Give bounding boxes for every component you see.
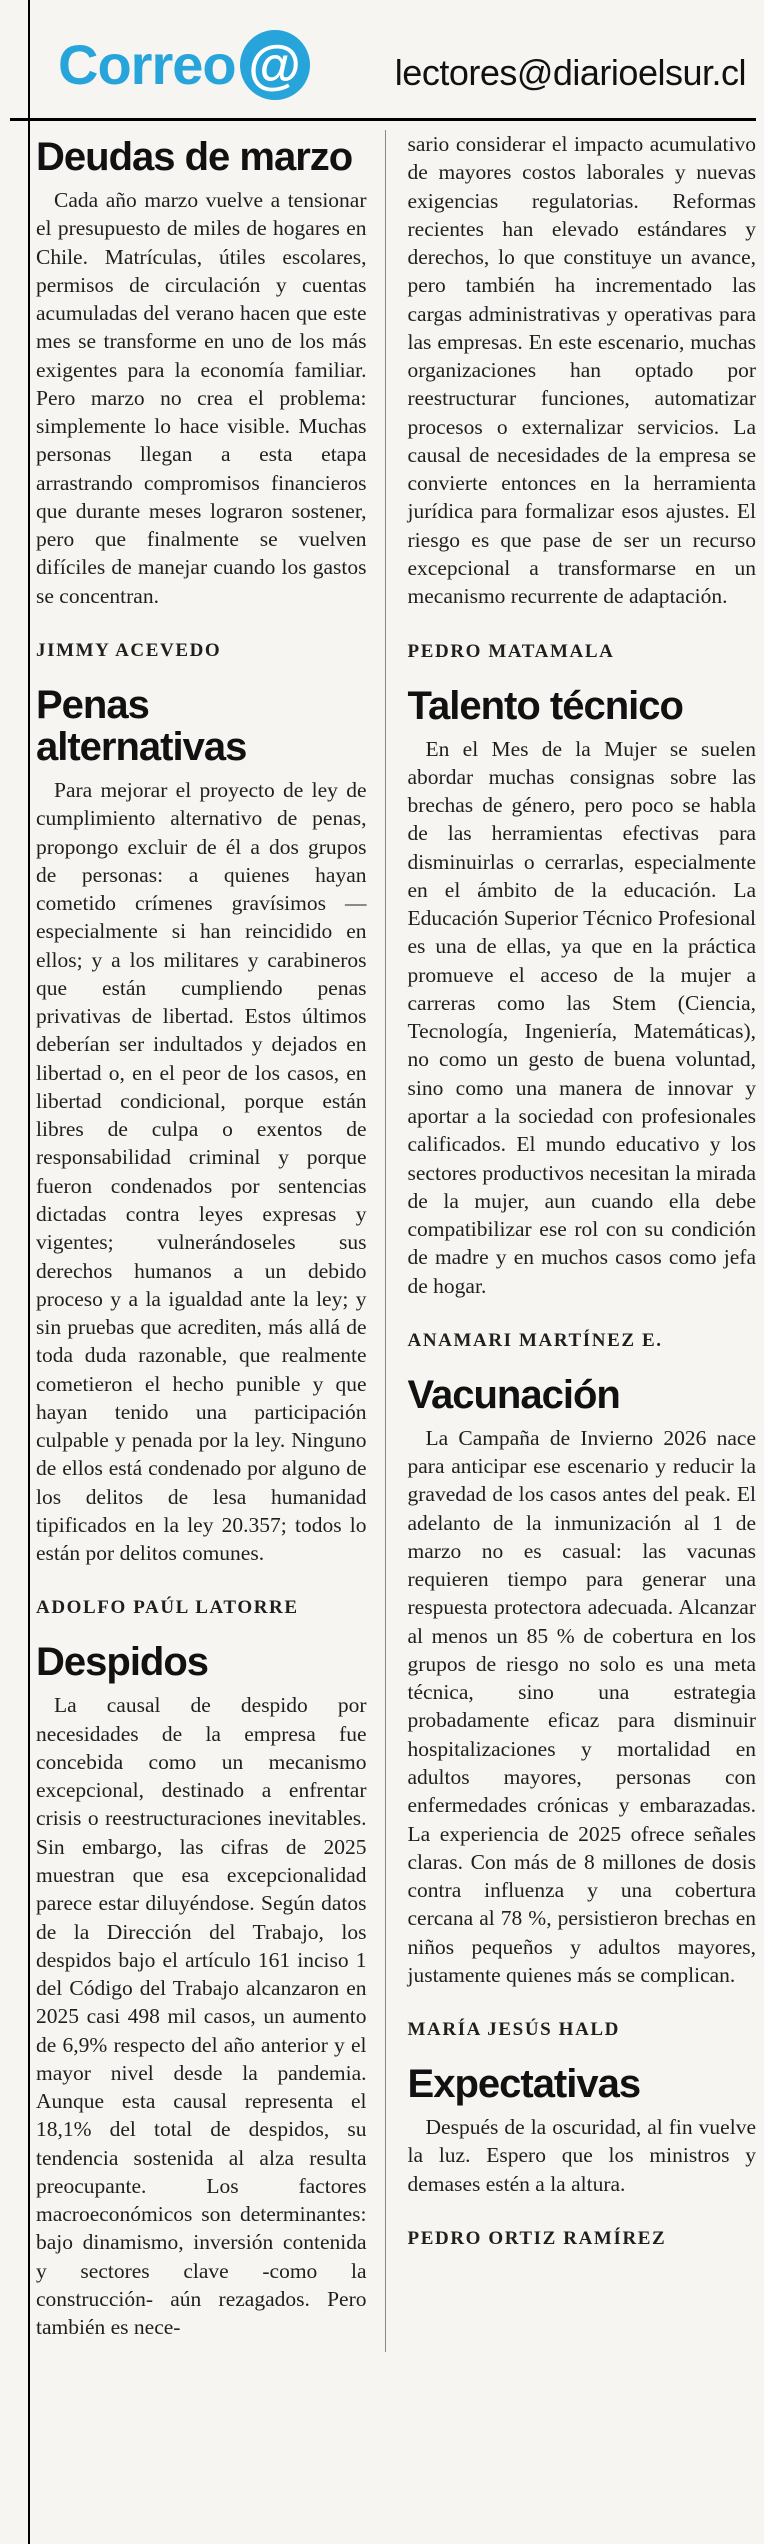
right-column	[408, 130, 756, 2352]
letter-author: JIMMY ACEVEDO	[36, 639, 222, 661]
left-column	[36, 130, 386, 2352]
letter-author: MARÍA JESÚS HALD	[407, 2019, 620, 2041]
letter-talento	[408, 685, 756, 1352]
letter-author: ADOLFO PAÚL LATORRE	[36, 1597, 299, 1619]
letter-body: Cada año marzo vuelve a tensionar el presupuesto de miles de hogares en Chile. Matrículas, útiles escolares, permisos de circulación y cuentas acumuladas del verano hacen que este mes se transforme en uno de los más exigentes para la economía familiar. Pero marzo no crea el problema: simplemente lo hace visible. Muchas personas llegan a esta etapa arrastrando compromisos financieros que durante meses lograron sostener, pero que finalmente se vuelven difíciles de manejar cuando los gastos se concentran.	[36, 188, 367, 608]
letter-title: Despidos	[36, 1640, 209, 1685]
section-brand	[58, 30, 310, 100]
contact-email[interactable]: lectores@diarioelsur.cl	[394, 52, 746, 93]
letter-body: Después de la oscuridad, al fin vuelve la luz. Espero que los ministros y demases estén a la altura.	[407, 2115, 756, 2196]
letters-columns	[36, 130, 756, 2352]
letter-deudas	[36, 136, 367, 662]
letter-expectativas	[408, 2063, 756, 2250]
letter-vacunacion	[408, 1374, 756, 2041]
letter-title: Expectativas	[407, 2062, 641, 2107]
letter-body: La Campaña de Invierno 2026 nace para anticipar ese escenario y reducir la gravedad de los casos antes del peak. El adelanto de la inmunización al 1 de marzo no es casual: las vacunas requieren tiempo para generar una respuesta protectora adecuada. Alcanzar al menos un 85 % de cobertura en los grupos de riesgo no solo es una meta técnica, sino una estrategia probadamente eficaz para disminuir hospitalizaciones y mortalidad en adultos mayores, personas con enfermedades crónicas y embarazadas. La experiencia de 2025 ofrece señales claras. Con más de 8 millones de dosis contra influenza y una cobertura cercana al 78 %, persistieron brechas en niños pequeños y adultos mayores, justamente quienes más se complican.	[407, 1425, 756, 1987]
letter-title: Vacunación	[407, 1372, 620, 1417]
letter-penas	[36, 684, 367, 1619]
letter-despidos-continued	[408, 130, 756, 663]
letter-despidos	[36, 1641, 367, 2341]
letter-title: Penas alternativas	[36, 682, 247, 769]
letter-body: La causal de despido por necesidades de la empresa fue concebida como un mecanismo excepcional, destinado a enfrentar crisis o reestructuraciones inevitables. Sin embargo, las cifras de 2025 muestran que esa excepcionalidad parece estar diluyéndose. Según datos de la Dirección del Trabajo, los despidos bajo el artículo 161 inciso 1 del Código del Trabajo alcanzaron en 2025 casi 498 mil casos, un aumento de 6,9% respecto del año anterior y el mayor nivel desde la pandemia. Aunque esta causal representa el 18,1% del total de despidos, su tendencia sostenida al alza resulta preocupante. Los factores macroeconómicos son determinantes: bajo dinamismo, inversión contenida y sectores clave -como la construcción- aún rezagados. Pero también es nece-	[36, 1693, 367, 2340]
section-header	[10, 0, 756, 121]
letter-title: Talento técnico	[407, 683, 683, 728]
letter-author: ANAMARI MARTÍNEZ E.	[407, 1329, 663, 1351]
letter-body: En el Mes de la Mujer se suelen abordar muchas consignas sobre las brechas de género, pero poco se habla de las herramientas efectivas para disminuirlas o cerrarlas, especialmente en el ámbito de la educación. La Educación Superior Técnico Profesional es una de ellas, ya que en la práctica promueve el acceso de la mujer a carreras como las Stem (Ciencia, Tecnología, Ingeniería, Matemáticas), no como un gesto de buena voluntad, sino como una manera de innovar y aportar a la sociedad con profesionales calificados. El mundo educativo y los sectores productivos necesitan la mirada de la mujer, aun cuando ella debe compatibilizar ese rol con su condición de madre y en muchos casos como jefa de hogar.	[407, 736, 756, 1298]
section-title: Correo	[58, 33, 236, 96]
letter-body-continued: sario considerar el impacto acumulativo de mayores costos laborales y nuevas exigencias regulatorias. Reformas recientes han elevado estándares y derechos, lo que constituye un avance, pero también ha incrementado las cargas administrativas y operativas para las empresas. En este escenario, muchas organizaciones han optado por reestructurar funciones, automatizar procesos o externalizar servicios. La causal de necesidades de la empresa se convierte entonces en la herramienta jurídica para formalizar esos ajustes. El riesgo es que pase de ser un recurso excepcional a transformarse en un mecanismo recurrente de adaptación.	[407, 132, 756, 609]
letter-title: Deudas de marzo	[36, 135, 353, 179]
at-sign-icon: @	[240, 30, 310, 100]
letter-author: PEDRO MATAMALA	[407, 640, 615, 662]
letter-body: Para mejorar el proyecto de ley de cumplimiento alternativo de penas, propongo excluir de él a dos grupos de personas: a quienes hayan cometido crímenes gravísimos —especialmente si han reincidido en ellos; y a los militares y carabineros que están cumpliendo penas privativas de libertad. Estos últimos deberían ser indultados y dejados en libertad o, en el peor de los casos, en libertad condicional, porque están libres de culpa o exentos de responsabilidad criminal y porque fueron condenados por sentencias dictadas contra leyes expresas y vigentes; vulnerándoseles sus derechos humanos a un debido proceso y a la igualdad ante la ley; y sin pruebas que acrediten, más allá de toda duda razonable, que realmente cometieron el hecho punible y que hayan tenido una participación culpable y penada por la ley. Ninguno de ellos está condenado por alguno de los delitos de lesa humanidad tipificados en la ley 20.357; todos lo están por delitos comunes.	[36, 777, 367, 1566]
letter-author: PEDRO ORTIZ RAMÍREZ	[407, 2227, 667, 2249]
left-column-rule	[28, 0, 30, 2544]
